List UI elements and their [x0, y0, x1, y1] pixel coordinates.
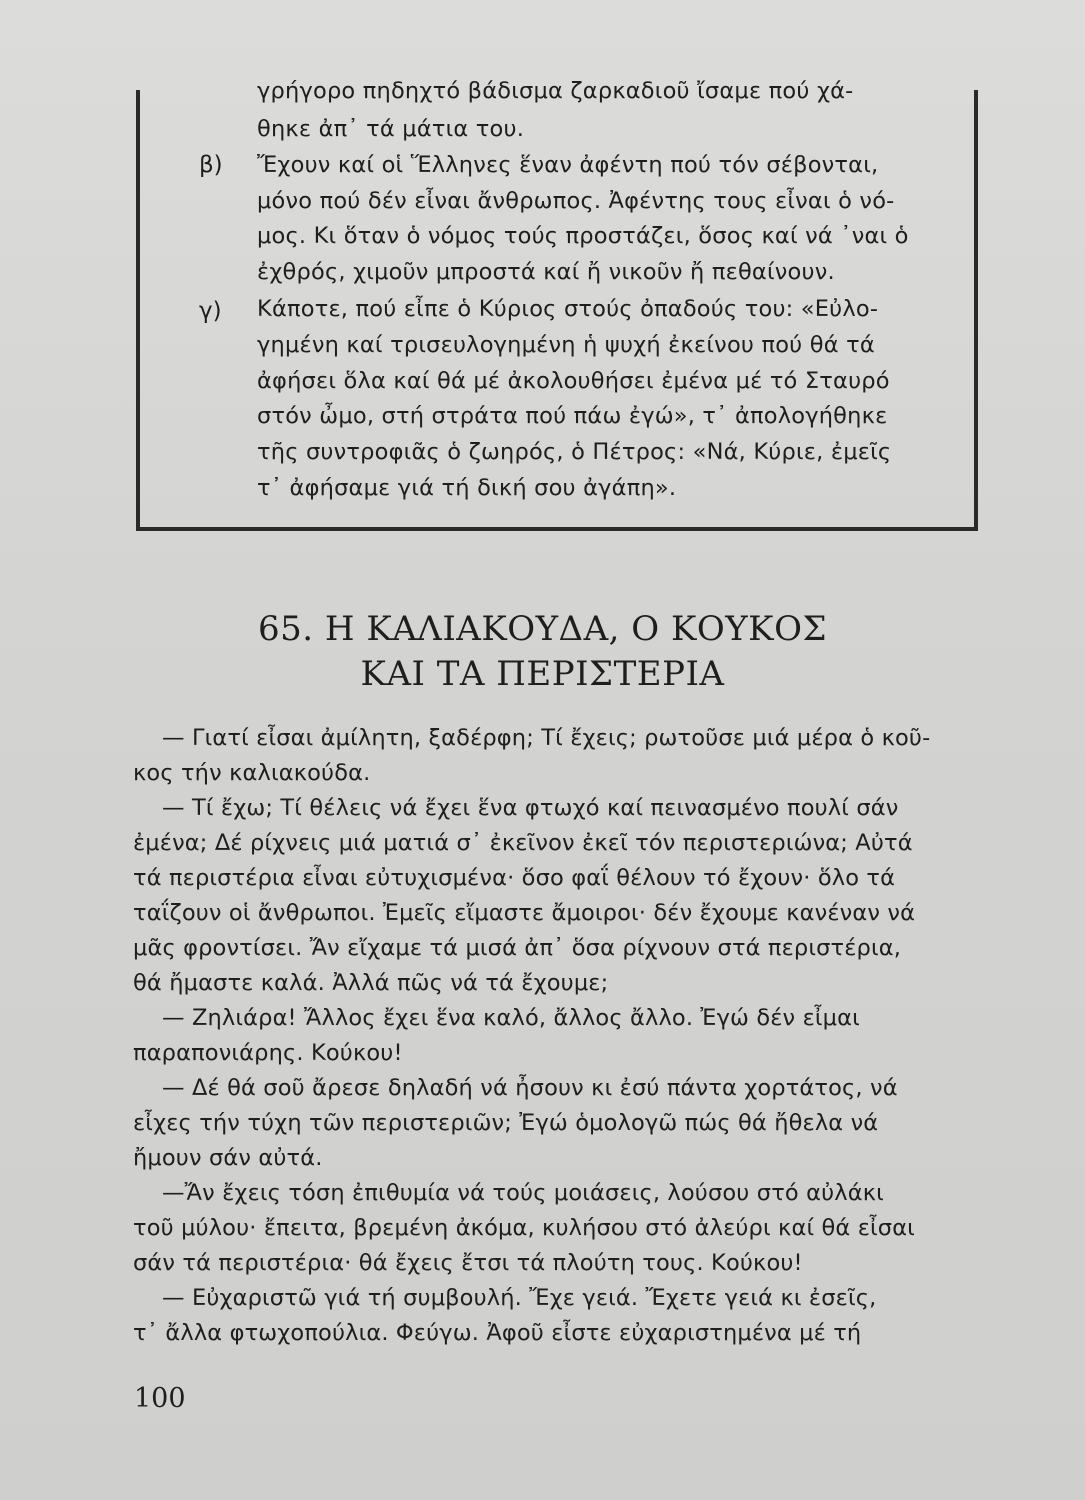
box-line-12: τ᾽ ἀφήσαμε γιά τή δική σου ἀγάπη».: [257, 475, 677, 501]
chapter-title-line-1: 65. Η ΚΑΛΙΑΚΟΥΔΑ, Ο ΚΟΥΚΟΣ: [258, 609, 827, 649]
body-line-16: σάν τά περιστέρια· θά ἔχεις ἔτσι τά πλούτη τους. Κούκου!: [133, 1250, 803, 1276]
body-line-7: μᾶς φροντίσει. Ἄν εἴχαμε τά μισά ἀπ᾽ ὅσα ρίχνουν στά περιστέρια,: [133, 935, 902, 961]
box-marker-c: γ): [199, 298, 222, 324]
box-line-1: γρήγορο πηδηχτό βάδισμα ζαρκαδιοῦ ἴσαμε πού χά-: [257, 78, 854, 104]
body-line-6: ταΐζουν οἱ ἄνθρωποι. Ἐμεῖς εἴμαστε ἄμοιροι· δέν ἔχουμε κανέναν νά: [133, 900, 916, 926]
body-line-4: ἐμένα; Δέ ρίχνεις μιά ματιά σ᾽ ἐκεῖνον ἐκεῖ τόν περιστεριώνα; Αὐτά: [133, 830, 913, 856]
body-line-18: τ᾽ ἄλλα φτωχοπούλια. Φεύγω. Ἀφοῦ εἶστε εὐχαριστημένα μέ τή: [133, 1320, 862, 1346]
box-line-4: μόνο πού δέν εἶναι ἄνθρωπος. Ἀφέντης τους εἶναι ὁ νό-: [257, 188, 895, 214]
body-line-13: ἤμουν σάν αὐτά.: [133, 1145, 323, 1171]
body-line-3: — Τί ἔχω; Τί θέλεις νά ἔχει ἕνα φτωχό καί πεινασμένο πουλί σάν: [162, 795, 899, 821]
body-line-14: —Ἄν ἔχεις τόση ἐπιθυμία νά τούς μοιάσεις, λούσου στό αὐλάκι: [162, 1180, 884, 1206]
box-line-6: ἐχθρός, χιμοῦν μπροστά καί ἤ νικοῦν ἤ πεθαίνουν.: [257, 259, 835, 285]
box-marker-b: β): [199, 152, 223, 178]
body-line-11: — Δέ θά σοῦ ἄρεσε δηλαδή νά ἦσουν κι ἐσύ πάντα χορτάτος, νά: [162, 1075, 898, 1101]
body-line-15: τοῦ μύλου· ἔπειτα, βρεμένη ἀκόμα, κυλήσου στό ἀλεύρι καί θά εἶσαι: [133, 1215, 915, 1241]
body-line-12: εἶχες τήν τύχη τῶν περιστεριῶν; Ἐγώ ὁμολογῶ πώς θά ἤθελα νά: [133, 1110, 879, 1136]
body-line-1: — Γιατί εἶσαι ἀμίλητη, ξαδέρφη; Τί ἔχεις; ρωτοῦσε μιά μέρα ὁ κοῦ-: [162, 725, 931, 751]
box-line-8: γημένη καί τρισευλογημένη ἡ ψυχή ἐκείνου πού θά τά: [257, 332, 875, 358]
box-line-3: Ἔχουν καί οἱ Ἕλληνες ἕναν ἀφέντη πού τόν σέβονται,: [257, 152, 879, 178]
box-line-5: μος. Κι ὅταν ὁ νόμος τούς προστάζει, ὅσος καί νά ᾽ναι ὁ: [257, 223, 909, 249]
body-line-5: τά περιστέρια εἶναι εὐτυχισμένα· ὅσο φαΐ θέλουν τό ἔχουν· ὅλο τά: [133, 865, 896, 891]
body-line-10: παραπονιάρης. Κούκου!: [133, 1040, 403, 1066]
box-line-9: ἀφήσει ὅλα καί θά μέ ἀκολουθήσει ἐμένα μέ τό Σταυρό: [257, 368, 890, 394]
box-line-2: θηκε ἀπ᾽ τά μάτια του.: [257, 116, 525, 142]
page-number: 100: [134, 1383, 186, 1414]
box-line-11: τῆς συντροφιᾶς ὁ ζωηρός, ὁ Πέτρος: «Νά, Κύριε, ἐμεῖς: [257, 439, 892, 465]
box-line-10: στόν ὦμο, στή στράτα πού πάω ἐγώ», τ᾽ ἀπολογήθηκε: [257, 403, 888, 429]
body-line-2: κος τήν καλιακούδα.: [133, 760, 371, 786]
chapter-title-line-2: ΚΑΙ ΤΑ ΠΕΡΙΣΤΕΡΙΑ: [360, 654, 725, 694]
box-line-7: Κάποτε, πού εἶπε ὁ Κύριος στούς ὀπαδούς του: «Εὐλο-: [257, 296, 879, 322]
body-line-8: θά ἤμαστε καλά. Ἀλλά πῶς νά τά ἔχουμε;: [133, 970, 609, 996]
body-line-9: — Ζηλιάρα! Ἄλλος ἔχει ἕνα καλό, ἄλλος ἄλλο. Ἐγώ δέν εἶμαι: [162, 1005, 860, 1031]
body-line-17: — Εὐχαριστῶ γιά τή συμβουλή. Ἔχε γειά. Ἔχετε γειά κι ἐσεῖς,: [162, 1285, 877, 1311]
